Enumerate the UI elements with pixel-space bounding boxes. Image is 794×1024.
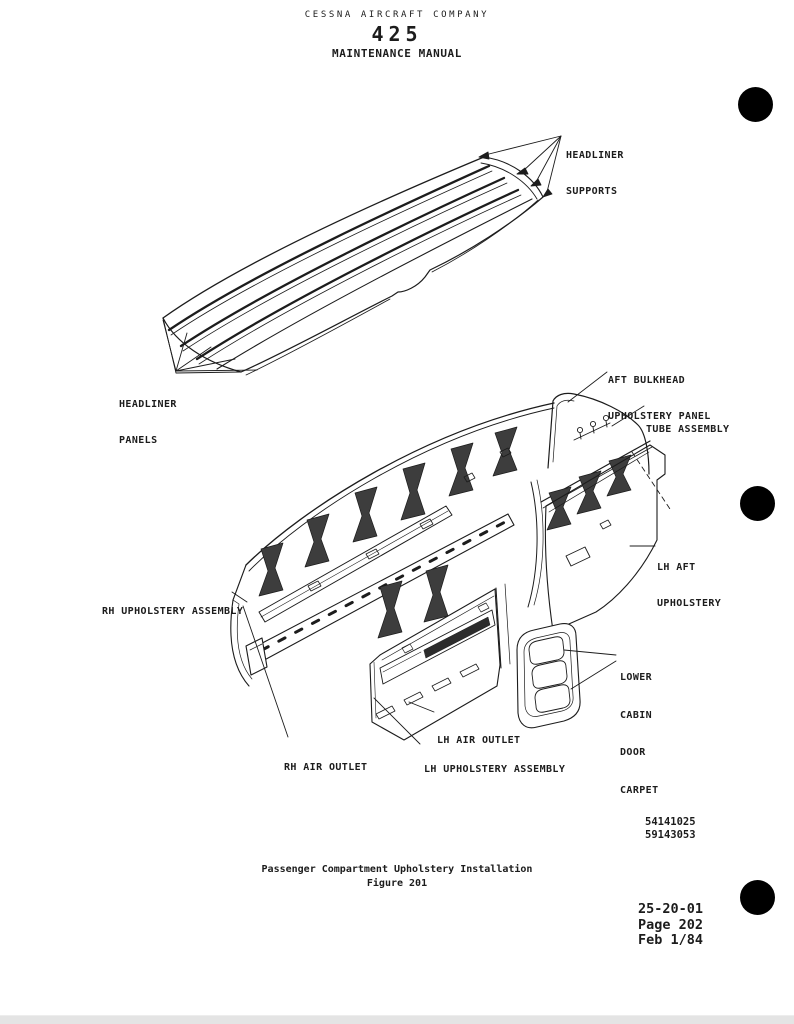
binder-hole-icon — [738, 87, 773, 122]
label-tube-assembly: TUBE ASSEMBLY — [646, 424, 730, 435]
label-lh-upholstery-assembly: LH UPHOLSTERY ASSEMBLY — [424, 764, 566, 775]
label-headliner-panels: HEADLINER PANELS — [119, 399, 177, 446]
binder-hole-icon — [740, 486, 775, 521]
hanger-straps — [259, 427, 517, 596]
footer-section-number: 25-20-01 — [638, 901, 704, 917]
footer-page-number: Page 202 — [638, 916, 704, 933]
tube-assembly-hooks — [574, 415, 610, 440]
part-numbers — [645, 816, 696, 842]
label-lh-air-outlet: LH AIR OUTLET — [437, 735, 521, 746]
header-model-number: 425 — [371, 22, 423, 46]
headliner-drawing — [163, 157, 543, 375]
page-footer — [638, 902, 703, 949]
part-number: 54141025 — [645, 816, 696, 828]
label-rh-air-outlet: RH AIR OUTLET — [284, 762, 368, 773]
footer-date: Feb 1/84 — [638, 932, 704, 948]
figure-caption — [0, 863, 794, 891]
label-lh-aft-upholstery: LH AFT UPHOLSTERY — [657, 562, 722, 609]
hanger-straps-right — [547, 455, 631, 530]
lower-cabin-door-carpet-part — [517, 624, 580, 728]
figure-caption-number: Figure 201 — [366, 878, 428, 889]
label-rh-upholstery-assembly: RH UPHOLSTERY ASSEMBLY — [102, 606, 244, 617]
header-manual-title: MAINTENANCE MANUAL — [331, 47, 462, 60]
scan-edge-bar — [0, 1015, 794, 1024]
header-company: CESSNA AIRCRAFT COMPANY — [304, 10, 490, 20]
part-number: 59143053 — [645, 829, 696, 841]
figure-caption-title: Passenger Compartment Upholstery Installation — [261, 864, 533, 875]
upholstery-assembly-drawing — [231, 372, 670, 744]
label-lower-cabin-door-carpet: LOWER CABIN DOOR CARPET — [620, 672, 659, 796]
label-headliner-supports: HEADLINER SUPPORTS — [566, 150, 624, 197]
binder-hole-icon — [740, 880, 775, 915]
label-aft-bulkhead-upholstery-panel: AFT BULKHEAD UPHOLSTERY PANEL — [608, 375, 711, 422]
headliner-supports-leader-lines — [479, 136, 561, 197]
